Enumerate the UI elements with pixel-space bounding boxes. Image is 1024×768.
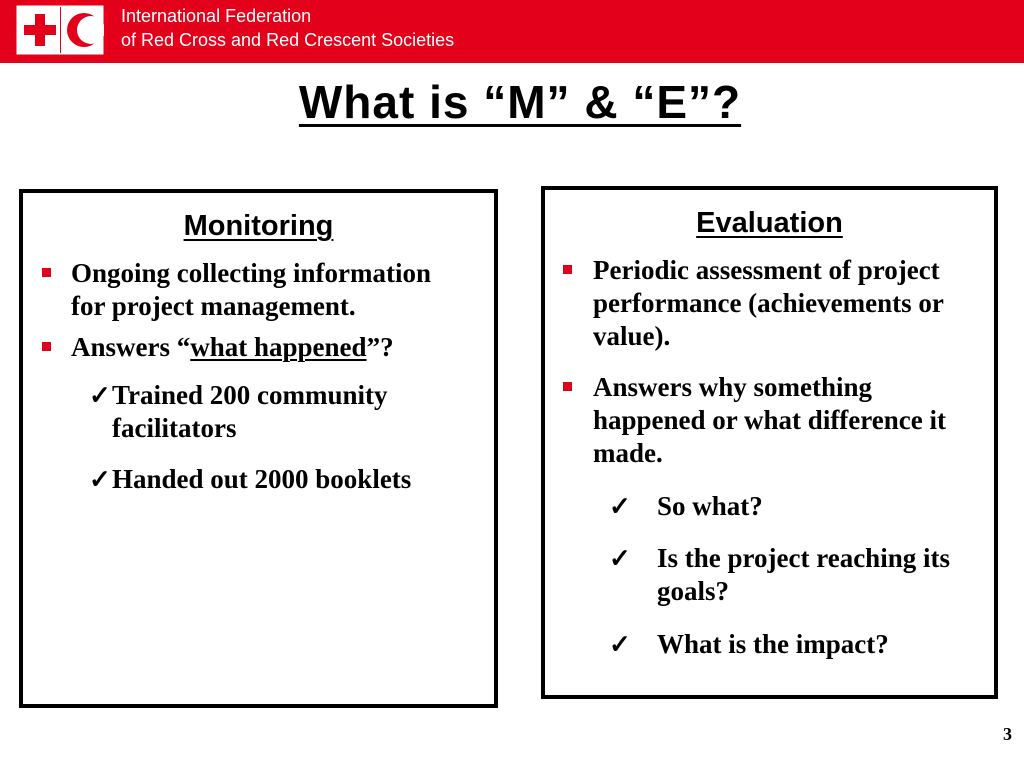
checkmark-icon: ✓ xyxy=(609,544,631,573)
evaluation-check-list xyxy=(545,490,994,661)
bullet-square-icon xyxy=(563,382,572,391)
list-item xyxy=(89,379,482,445)
list-item-text: Is the project reaching its goals? xyxy=(657,543,950,606)
checkmark-icon: ✓ xyxy=(89,381,111,410)
list-item xyxy=(609,490,997,523)
evaluation-heading-text: Evaluation xyxy=(696,207,843,239)
slide-title-text: What is “M” & “E”? xyxy=(298,76,742,128)
list-item-text: Trained 200 community facilitators xyxy=(112,380,388,443)
list-item-text: So what? xyxy=(657,491,763,521)
text-segment: Answers “ xyxy=(71,332,191,362)
bullet-square-icon xyxy=(42,342,51,351)
list-item-text: Answers why something happened or what difference it made. xyxy=(593,372,946,468)
evaluation-heading xyxy=(545,206,994,240)
underlined-phrase: what happened xyxy=(190,332,367,362)
list-item xyxy=(563,254,963,353)
list-item-text: Ongoing collecting information for project management. xyxy=(71,258,431,321)
list-item xyxy=(563,371,963,470)
page-number: 3 xyxy=(1003,724,1012,744)
evaluation-bullet-list xyxy=(545,254,994,470)
header-bar xyxy=(0,0,1024,63)
list-item-text: Periodic assessment of project performance (achievements or value). xyxy=(593,255,944,351)
list-item xyxy=(89,463,497,496)
text-segment: ”? xyxy=(366,332,394,362)
red-cross-red-crescent-logo xyxy=(16,5,104,55)
monitoring-bullet-list xyxy=(23,257,494,364)
evaluation-box xyxy=(541,186,998,699)
bullet-square-icon xyxy=(42,268,51,277)
checkmark-icon: ✓ xyxy=(89,465,111,494)
list-item-text: What is the impact? xyxy=(657,629,889,659)
list-item xyxy=(609,628,997,661)
organization-name xyxy=(121,4,454,52)
monitoring-check-list xyxy=(23,379,494,496)
list-item xyxy=(609,542,997,608)
monitoring-heading-text: Monitoring xyxy=(183,210,334,242)
bullet-square-icon xyxy=(563,265,572,274)
checkmark-icon: ✓ xyxy=(609,630,631,659)
monitoring-heading xyxy=(23,209,494,243)
list-item-text xyxy=(71,331,491,364)
list-item xyxy=(42,257,471,323)
list-item xyxy=(42,331,491,364)
checkmark-icon: ✓ xyxy=(609,492,631,521)
slide-title xyxy=(0,72,1024,132)
org-name-line1: International Federation xyxy=(121,6,312,26)
monitoring-box xyxy=(19,189,498,708)
list-item-text: Handed out 2000 booklets xyxy=(112,464,412,494)
org-name-line2: of Red Cross and Red Crescent Societies xyxy=(121,30,455,50)
